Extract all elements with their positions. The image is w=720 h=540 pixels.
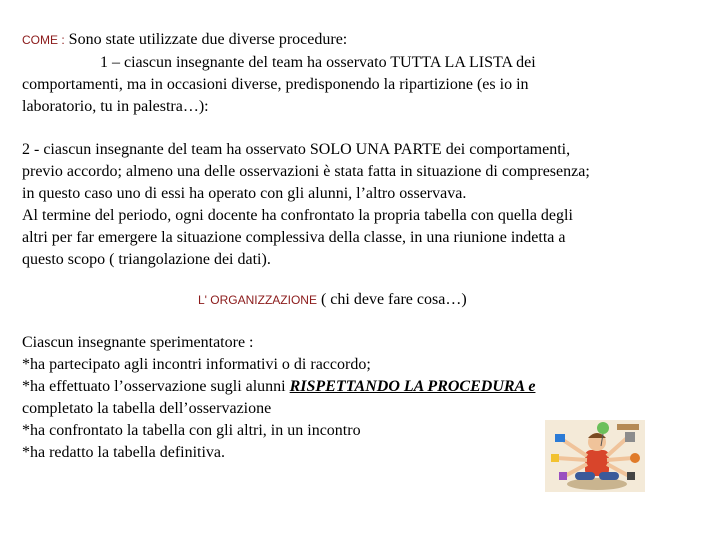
organizzazione-text: ( chi deve fare cosa…) <box>320 291 467 308</box>
procedure-1-line: 1 – ciascun insegnante del team ha osservato TUTTA LA LISTA dei <box>100 54 536 71</box>
bullet-confronto: *ha confrontato la tabella con gli altri, in un incontro <box>22 422 361 439</box>
procedure-2-line-1: 2 - ciascun insegnante del team ha osservato SOLO UNA PARTE dei comportamenti, <box>22 141 571 158</box>
sperimentatore-intro: Ciascun insegnante sperimentatore : <box>22 334 254 351</box>
bullet-incontri: *ha partecipato agli incontri informativi o di raccordo; <box>22 356 371 373</box>
multitasking-teacher-clipart <box>545 420 645 492</box>
come-text: Sono state utilizzate due diverse procedure: <box>68 31 348 48</box>
procedura-emphasis: RISPETTANDO LA PROCEDURA e <box>289 378 536 395</box>
procedure-2-line-4: Al termine del periodo, ogni docente ha confrontato la propria tabella con quella degli <box>22 207 573 224</box>
organizzazione-heading <box>198 290 467 310</box>
procedure-2-line-3: in questo caso uno di essi ha operato con gli alunni, l’altro osservava. <box>22 185 467 202</box>
procedure-2-line-5: altri per far emergere la situazione complessiva della classe, in una riunione indetta a <box>22 229 566 246</box>
procedure-1-line-2: comportamenti, ma in occasioni diverse, predisponendo la ripartizione (es io in <box>22 76 529 93</box>
come-line <box>22 30 347 50</box>
bullet-definitiva: *ha redatto la tabella definitiva. <box>22 444 226 461</box>
procedure-1-line-3: laboratorio, tu in palestra…): <box>22 98 209 115</box>
bullet-osservazione <box>22 377 535 397</box>
procedure-2-line-2: previo accordo; almeno una delle osservazioni è stata fatta in situazione di compresenza; <box>22 163 590 180</box>
procedure-2-line-6: questo scopo ( triangolazione dei dati). <box>22 251 271 268</box>
bullet-osservazione-text: *ha effettuato l’osservazione sugli alunni <box>22 378 290 395</box>
bullet-tabella: completato la tabella dell’osservazione <box>22 400 272 417</box>
come-label: COME : <box>22 33 65 47</box>
organizzazione-label: L' ORGANIZZAZIONE <box>198 293 317 307</box>
